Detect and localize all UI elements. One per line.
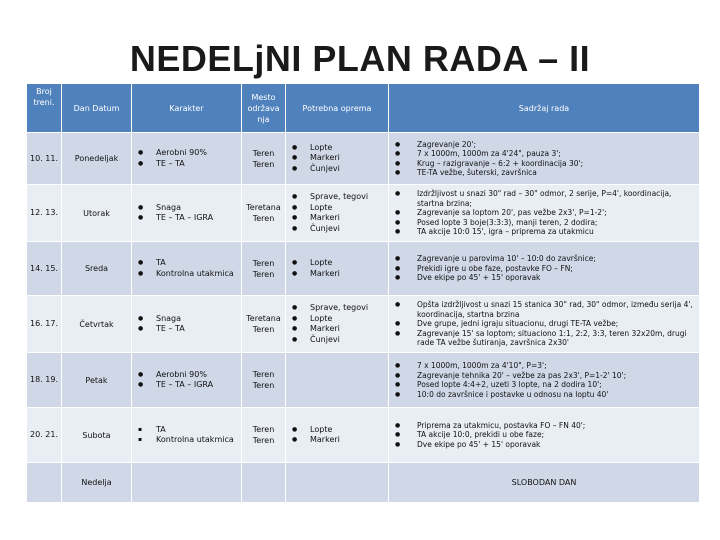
content-item: ● Posed lopte 4:4+2, uzeti 3 lopte, na 2 dodira 10'; [395,380,695,390]
content-cell [389,296,700,353]
day-name: Sreda [62,242,132,296]
header-sadrzaj: Sadržaj rada [389,84,700,133]
equipment-item: ● Lopte [292,425,388,436]
content-item: ● 7 x 1000m, 1000m za 4'10", P=3'; [395,361,695,371]
content-cell [389,185,700,242]
equipment-cell [286,133,389,185]
karakter-item: ● TE – TA – IGRA [138,380,241,391]
equipment-item: ● Lopte [292,203,388,214]
place-cell: Teretana Teren [242,185,286,242]
karakter-item: ● TA [138,258,241,269]
equipment-item: ● Čunjevi [292,335,388,346]
equipment-item: ● Lopte [292,314,388,325]
content-item: ● Krug – razigravanje – 6:2 + koordinacija 30'; [395,159,695,169]
day-name: Petak [62,353,132,408]
karakter-cell [132,133,242,185]
equipment-cell [286,296,389,353]
header-oprema: Potrebna oprema [286,84,389,133]
karakter-cell [132,463,242,503]
equipment-item: ● Markeri [292,213,388,224]
content-item: ● Prekidi igre u obe faze, postavke FO – FN; [395,264,695,274]
karakter-item: ● Aerobni 90% [138,370,241,381]
karakter-item: ● TE – TA [138,324,241,335]
place-cell: Teretana Teren [242,296,286,353]
table-header-row [27,84,700,133]
content-item: ● Dve ekipe po 45' + 15' oporavak [395,440,695,450]
content-item: ● TA akcije 10:0, prekidi u obe faze; [395,430,695,440]
content-item: ● Izdržljivost u snazi 30" rad – 30" odmor, 2 serije, P=4', koordinacija, startna brzina; [395,189,695,208]
content-item: ● Dve ekipe po 45' + 15' oporavak [395,273,695,283]
karakter-item: ● TE – TA [138,159,241,170]
content-cell [389,353,700,408]
page-title: NEDELjNI PLAN RADA – II [129,38,591,79]
karakter-item: ▪ TA [138,425,241,436]
table-row [27,463,700,503]
karakter-item: ● Kontrolna utakmica [138,269,241,280]
content-item: ● TE-TA vežbe, šuterski, završnica [395,168,695,178]
content-item: ● Zagrevanje tehnika 20' – vežbe za pas 2x3', P=1-2' 10'; [395,371,695,381]
content-item: ● Posed lopte 3 boje(3:3:3), manji teren, 2 dodira; [395,218,695,228]
content-item: ● Opšta izdržljivost u snazi 15 stanica 30" rad, 30" odmor, između serija 4', koordinacija, startna brzina [395,300,695,319]
place-cell: Teren Teren [242,133,286,185]
karakter-cell [132,185,242,242]
training-number: 18. 19. [27,353,62,408]
training-number: 16. 17. [27,296,62,353]
training-number: 10. 11. [27,133,62,185]
content-item: ● Priprema za utakmicu, postavka FO – FN 40'; [395,421,695,431]
place-cell: Teren Teren [242,408,286,463]
table-row [27,296,700,353]
equipment-item: ● Čunjevi [292,164,388,175]
header-broj: Broj treni. [27,84,62,133]
training-number: 20. 21. [27,408,62,463]
equipment-item: ● Markeri [292,324,388,335]
day-name: Ponedeljak [62,133,132,185]
equipment-item: ● Markeri [292,269,388,280]
karakter-item: ● TE – TA – IGRA [138,213,241,224]
place-cell: Teren Teren [242,353,286,408]
content-cell [389,242,700,296]
equipment-cell [286,353,389,408]
header-mesto: Mesto održava nja [242,84,286,133]
training-number: 12. 13. [27,185,62,242]
karakter-item: ▪ Kontrolna utakmica [138,435,241,446]
equipment-cell [286,185,389,242]
content-item: ● 7 x 1000m, 1000m za 4'24", pauza 3'; [395,149,695,159]
karakter-item: ● Snaga [138,203,241,214]
equipment-item: ● Markeri [292,435,388,446]
table-row [27,133,700,185]
free-day-label: SLOBODAN DAN [389,463,700,503]
day-name: Nedelja [62,463,132,503]
equipment-item: ● Markeri [292,153,388,164]
equipment-item: ● Sprave, tegovi [292,303,388,314]
header-dan: Dan Datum [62,84,132,133]
day-name: Subota [62,408,132,463]
equipment-item: ● Čunjevi [292,224,388,235]
place-cell [242,463,286,503]
content-cell [389,133,700,185]
equipment-cell [286,463,389,503]
training-number: 14. 15. [27,242,62,296]
weekly-plan-table [26,83,700,503]
equipment-item: ● Lopte [292,258,388,269]
karakter-cell [132,353,242,408]
day-name: Utorak [62,185,132,242]
table-row [27,408,700,463]
equipment-cell [286,408,389,463]
karakter-item: ● Snaga [138,314,241,325]
equipment-item: ● Sprave, tegovi [292,192,388,203]
content-item: ● TA akcije 10:0 15', igra – priprema za utakmicu [395,227,695,237]
content-item: ● Zagrevanje 20'; [395,140,695,150]
karakter-cell [132,242,242,296]
place-cell: Teren Teren [242,242,286,296]
karakter-cell [132,408,242,463]
content-item: ● Zagrevanje u parovima 10' – 10:0 do završnice; [395,254,695,264]
content-item: ● Dve grupe, jedni igraju situacionu, drugi TE-TA vežbe; [395,319,695,329]
table-row [27,185,700,242]
content-cell [389,408,700,463]
table-row [27,242,700,296]
day-name: Četvrtak [62,296,132,353]
content-item: ● 10:0 do završnice i postavke u odnosu na loptu 40' [395,390,695,400]
content-item: ● Zagrevanje sa loptom 20', pas vežbe 2x3', P=1-2'; [395,208,695,218]
header-karakter: Karakter [132,84,242,133]
karakter-cell [132,296,242,353]
training-number [27,463,62,503]
karakter-item: ● Aerobni 90% [138,148,241,159]
equipment-cell [286,242,389,296]
content-item: ● Zagrevanje 15' sa loptom; situaciono 1:1, 2:2, 3:3, teren 32x20m, drugi rade TA vežbe šutiranja, završnica 2x30' [395,329,695,348]
equipment-item: ● Lopte [292,143,388,154]
table-row [27,353,700,408]
